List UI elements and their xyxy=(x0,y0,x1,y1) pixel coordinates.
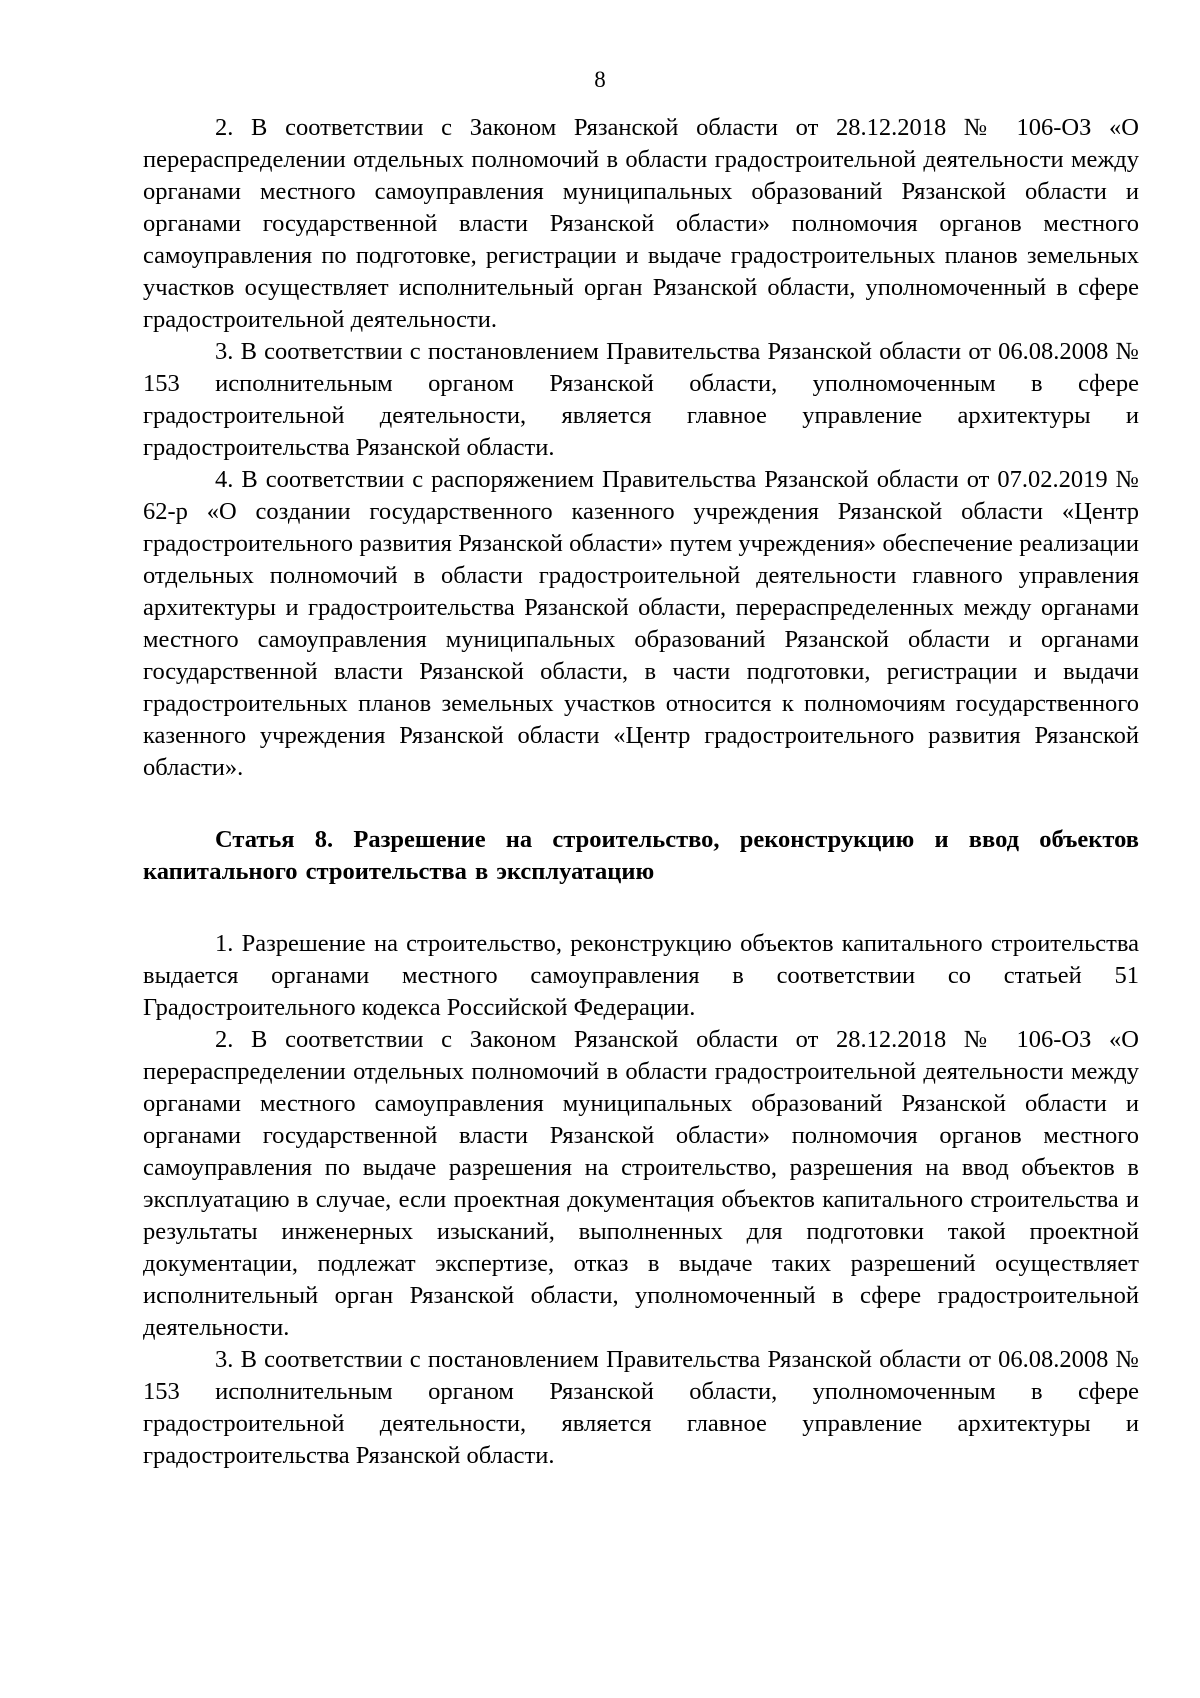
article-8-paragraph-2: 2. В соответствии с Законом Рязанской области от 28.12.2018 № 106-ОЗ «О перераспределении отдельных полномочий в области градостроительной деятельности между органами местного самоуправления муниципальных образований Рязанской области и органами государственной власти Рязанской области» полномочия органов местного самоуправления по выдаче разрешения на строительство, разрешения на ввод объектов в эксплуатацию в случае, если проектная документация объектов капитального строительства и результаты инженерных изысканий, выполненных для подготовки такой проектной документации, подлежат экспертизе, отказ в выдаче таких разрешений осуществляет исполнительный орган Рязанской области, уполномоченный в сфере градостроительной деятельности. xyxy=(143,1026,1139,1341)
article-8-heading-block xyxy=(143,824,1139,888)
paragraph-prev-4: 4. В соответствии с распоряжением Правительства Рязанской области от 07.02.2019 № 62-р «О создании государственного казенного учреждения Рязанской области «Центр градостроительного развития Рязанской области» путем учреждения» обеспечение реализации отдельных полномочий в области градостроительной деятельности главного управления архитектуры и градостроительства Рязанской области, перераспределенных между органами местного самоуправления муниципальных образований Рязанской области и органами государственной власти Рязанской области, в части подготовки, регистрации и выдачи градостроительных планов земельных участков относится к полномочиям государственного казенного учреждения Рязанской области «Центр градостроительного развития Рязанской области». xyxy=(143,466,1139,781)
paragraph-prev-2: 2. В соответствии с Законом Рязанской области от 28.12.2018 № 106-ОЗ «О перераспределении отдельных полномочий в области градостроительной деятельности между органами местного самоуправления муниципальных образований Рязанской области и органами государственной власти Рязанской области» полномочия органов местного самоуправления по подготовке, регистрации и выдаче градостроительных планов земельных участков осуществляет исполнительный орган Рязанской области, уполномоченный в сфере градостроительной деятельности. xyxy=(143,114,1139,333)
article-8-heading: Статья 8. Разрешение на строительство, реконструкцию и ввод объектов капитального строительства в эксплуатацию xyxy=(143,826,1139,885)
article-8-paragraph-3: 3. В соответствии с постановлением Правительства Рязанской области от 06.08.2008 № 153 исполнительным органом Рязанской области, уполномоченным в сфере градостроительной деятельности, является главное управление архитектуры и градостроительства Рязанской области. xyxy=(143,1346,1139,1469)
article-8-paragraph-1: 1. Разрешение на строительство, реконструкцию объектов капитального строительства выдается органами местного самоуправления в соответствии со статьей 51 Градостроительного кодекса Российской Федерации. xyxy=(143,930,1139,1021)
paragraph-prev-3: 3. В соответствии с постановлением Правительства Рязанской области от 06.08.2008 № 153 исполнительным органом Рязанской области, уполномоченным в сфере градостроительной деятельности, является главное управление архитектуры и градостроительства Рязанской области. xyxy=(143,338,1139,461)
page-content xyxy=(143,112,1139,1472)
page-number: 8 xyxy=(594,67,606,92)
